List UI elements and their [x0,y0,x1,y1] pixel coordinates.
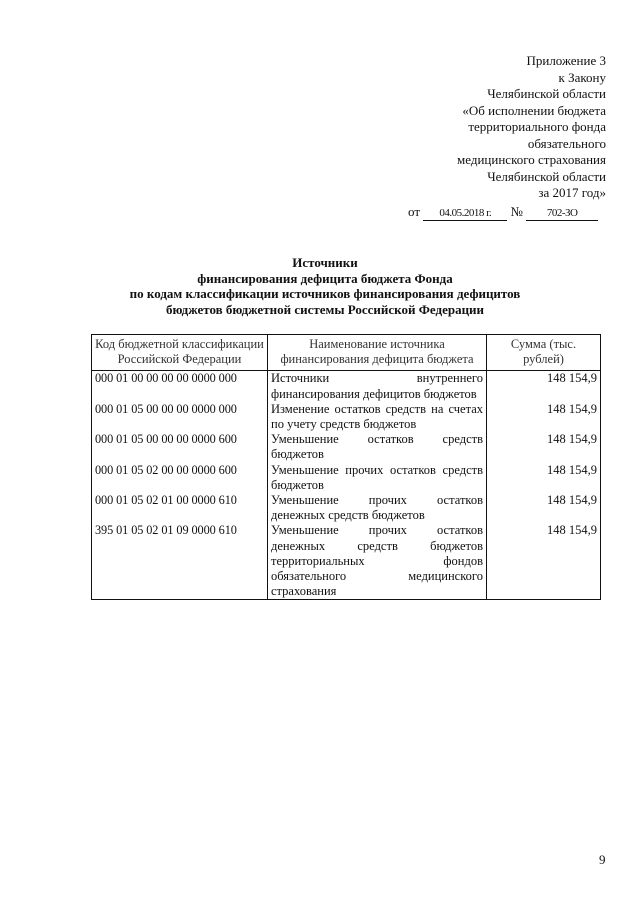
row-amount: 148 154,9 [487,371,601,402]
table-row [92,523,601,600]
title-line: финансирования дефицита бюджета Фонда [197,270,453,286]
appendix-line: обязательного [527,135,606,151]
row-code: 395 01 05 02 01 09 0000 610 [92,523,268,600]
header-code: Код бюджетной классификации Российской Федерации [92,335,268,371]
table-row [92,493,601,523]
row-name: Уменьшение прочих остатков средств бюджетов [268,463,487,493]
appendix-block [346,53,606,202]
table-row [92,371,601,402]
document-title [80,255,570,317]
appendix-line: к Закону [558,69,606,85]
table-header-row [92,335,601,371]
appendix-line: Челябинской области [487,86,606,101]
law-date-number [408,204,618,221]
row-code: 000 01 05 00 00 00 0000 000 [92,402,268,432]
row-code: 000 01 05 02 01 00 0000 610 [92,493,268,523]
appendix-line: «Об исполнении бюджета [462,102,606,118]
row-amount: 148 154,9 [487,432,601,462]
row-name: Источники внутреннего финансирования дефицитов бюджетов [268,371,487,402]
law-number: 702-ЗО [526,206,598,221]
row-name: Уменьшение остатков средств бюджетов [268,432,487,462]
row-name: Уменьшение прочих остатков денежных средств бюджетов [268,493,487,523]
page-number: 9 [599,852,606,867]
appendix-line: за 2017 год» [538,185,606,200]
row-code: 000 01 00 00 00 00 0000 000 [92,371,268,402]
law-date: 04.05.2018 г. [423,206,507,221]
row-amount: 148 154,9 [487,493,601,523]
date-prefix: от [408,204,421,219]
appendix-line: Челябинской области [487,168,606,184]
appendix-line: Приложение 3 [526,53,606,68]
row-amount: 148 154,9 [487,402,601,432]
title-line: по кодам классификации источников финансирования дефицитов [129,286,521,301]
financing-sources-table [91,334,601,600]
row-name: Изменение остатков средств на счетах по учету средств бюджетов [268,402,487,432]
appendix-line: медицинского страхования [457,152,606,167]
row-name: Уменьшение прочих остатков денежных средств бюджетов территориальных фондов обязательного медицинского страхования [268,523,487,600]
appendix-line: территориального фонда [468,119,606,134]
header-amount: Сумма (тыс. рублей) [487,335,601,371]
number-sign: № [510,204,523,219]
row-amount: 148 154,9 [487,463,601,493]
row-amount: 148 154,9 [487,523,601,600]
row-code: 000 01 05 00 00 00 0000 600 [92,432,268,462]
title-line: бюджетов бюджетной системы Российской Федерации [165,301,485,317]
table-row [92,463,601,493]
title-line: Источники [292,255,358,270]
table-row [92,402,601,432]
row-code: 000 01 05 02 00 00 0000 600 [92,463,268,493]
header-name: Наименование источника финансирования дефицита бюджета [268,335,487,371]
table-row [92,432,601,462]
